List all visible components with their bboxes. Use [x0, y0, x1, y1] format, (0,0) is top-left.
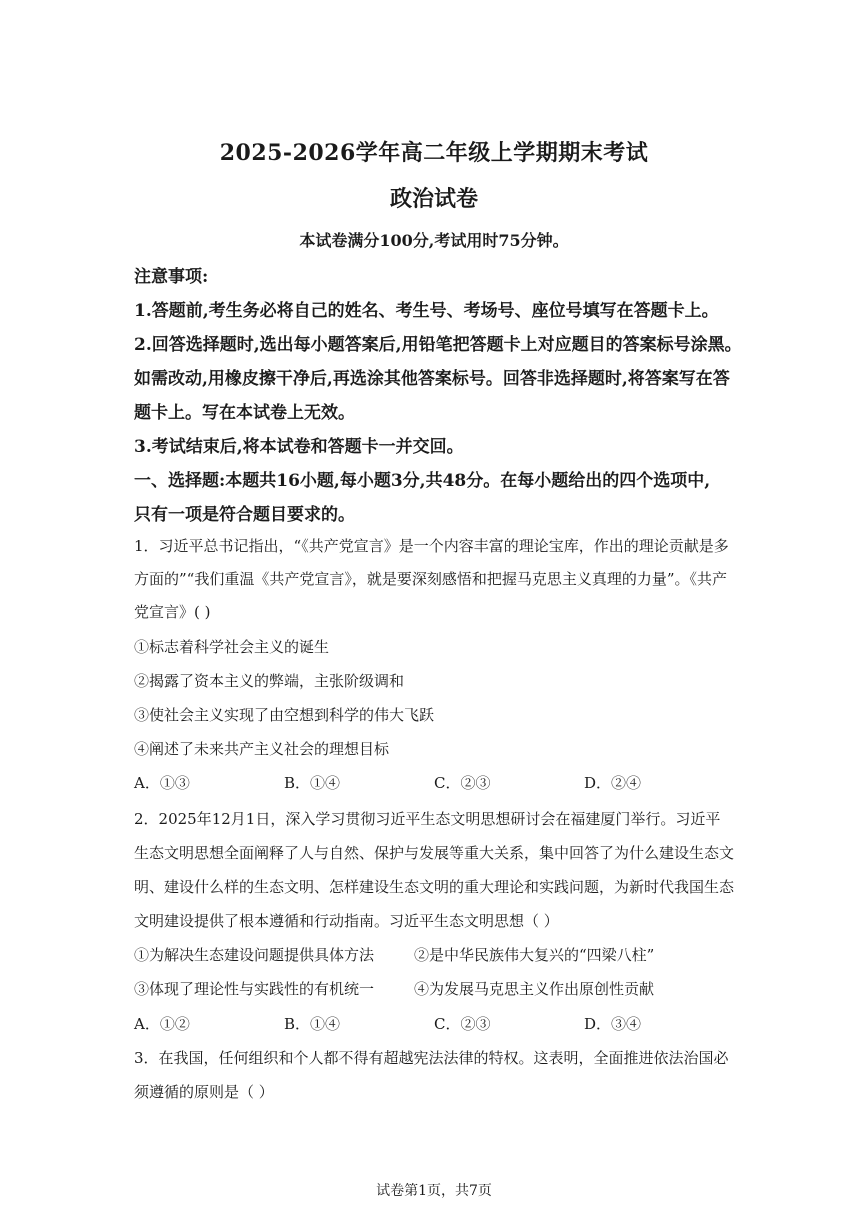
q1-option-d[interactable]: D．②④ — [584, 774, 642, 792]
note-line: 题卡上。写在本试卷上无效。 — [134, 403, 355, 423]
q2-option-d[interactable]: D．③④ — [584, 1015, 642, 1033]
section-heading: 一、选择题:本题共16小题,每小题3分,共48分。在每小题给出的四个选项中, — [134, 471, 711, 491]
q1-statement: ③使社会主义实现了由空想到科学的伟大飞跃 — [134, 706, 435, 724]
subject-title: 政治试卷 — [389, 186, 478, 212]
q3-stem: 3．在我国，任何组织和个人都不得有超越宪法法律的特权。这表明，全面推进依法治国必 — [134, 1049, 729, 1067]
q1-option-b[interactable]: B．①④ — [284, 774, 341, 792]
note-line: 2.回答选择题时,选出每小题答案后,用铅笔把答题卡上对应题目的答案标号涂黑。 — [134, 335, 742, 355]
section-heading: 只有一项是符合题目要求的。 — [134, 505, 355, 525]
q2-option-b[interactable]: B．①④ — [284, 1015, 341, 1033]
q2-option-a[interactable]: A．①② — [134, 1015, 190, 1033]
q1-stem: 1．习近平总书记指出，“《共产党宣言》是一个内容丰富的理论宝库，作出的理论贡献是多 — [134, 537, 729, 555]
q1-option-c[interactable]: C．②③ — [434, 774, 491, 792]
notes-heading: 注意事项: — [134, 267, 209, 287]
q2-stem: 2．2025年12月1日，深入学习贯彻习近平生态文明思想研讨会在福建厦门举行。习近平 — [134, 810, 721, 828]
q1-option-a[interactable]: A．①③ — [134, 774, 190, 792]
q1-stem: 党宣言》( ) — [134, 603, 211, 621]
q2-option-c[interactable]: C．②③ — [434, 1015, 491, 1033]
q2-stem: 明、建设什么样的生态文明、怎样建设生态文明的重大理论和实践问题，为新时代我国生态 — [134, 878, 735, 896]
q1-stem: 方面的”“我们重温《共产党宣言》，就是要深刻感悟和把握马克思主义真理的力量”。《共产 — [134, 570, 728, 588]
page-number: 试卷第1页，共7页 — [376, 1183, 492, 1199]
exam-title: 2025-2026学年高二年级上学期期末考试 — [219, 140, 649, 166]
q2-statement: ②是中华民族伟大复兴的“四梁八柱” — [414, 946, 655, 964]
q2-stem: 文明建设提供了根本遵循和行动指南。习近平生态文明思想（ ） — [134, 912, 559, 930]
q2-statement: ①为解决生态建设问题提供具体方法 — [134, 946, 375, 964]
q3-stem: 须遵循的原则是（ ） — [134, 1083, 274, 1101]
q2-statement: ④为发展马克思主义作出原创性贡献 — [414, 980, 655, 998]
q2-stem: 生态文明思想全面阐释了人与自然、保护与发展等重大关系，集中回答了为什么建设生态文 — [134, 844, 735, 862]
q1-statement: ②揭露了资本主义的弊端，主张阶级调和 — [134, 672, 405, 690]
note-line: 3.考试结束后,将本试卷和答题卡一并交回。 — [134, 437, 464, 457]
note-line: 如需改动,用橡皮擦干净后,再选涂其他答案标号。回答非选择题时,将答案写在答 — [134, 369, 730, 389]
exam-info: 本试卷满分100分,考试用时75分钟。 — [299, 231, 569, 250]
note-line: 1.答题前,考生务必将自己的姓名、考生号、考场号、座位号填写在答题卡上。 — [134, 301, 719, 321]
q1-statement: ①标志着科学社会主义的诞生 — [134, 638, 330, 656]
q2-statement: ③体现了理论性与实践性的有机统一 — [134, 980, 375, 998]
q1-statement: ④阐述了未来共产主义社会的理想目标 — [134, 740, 390, 758]
